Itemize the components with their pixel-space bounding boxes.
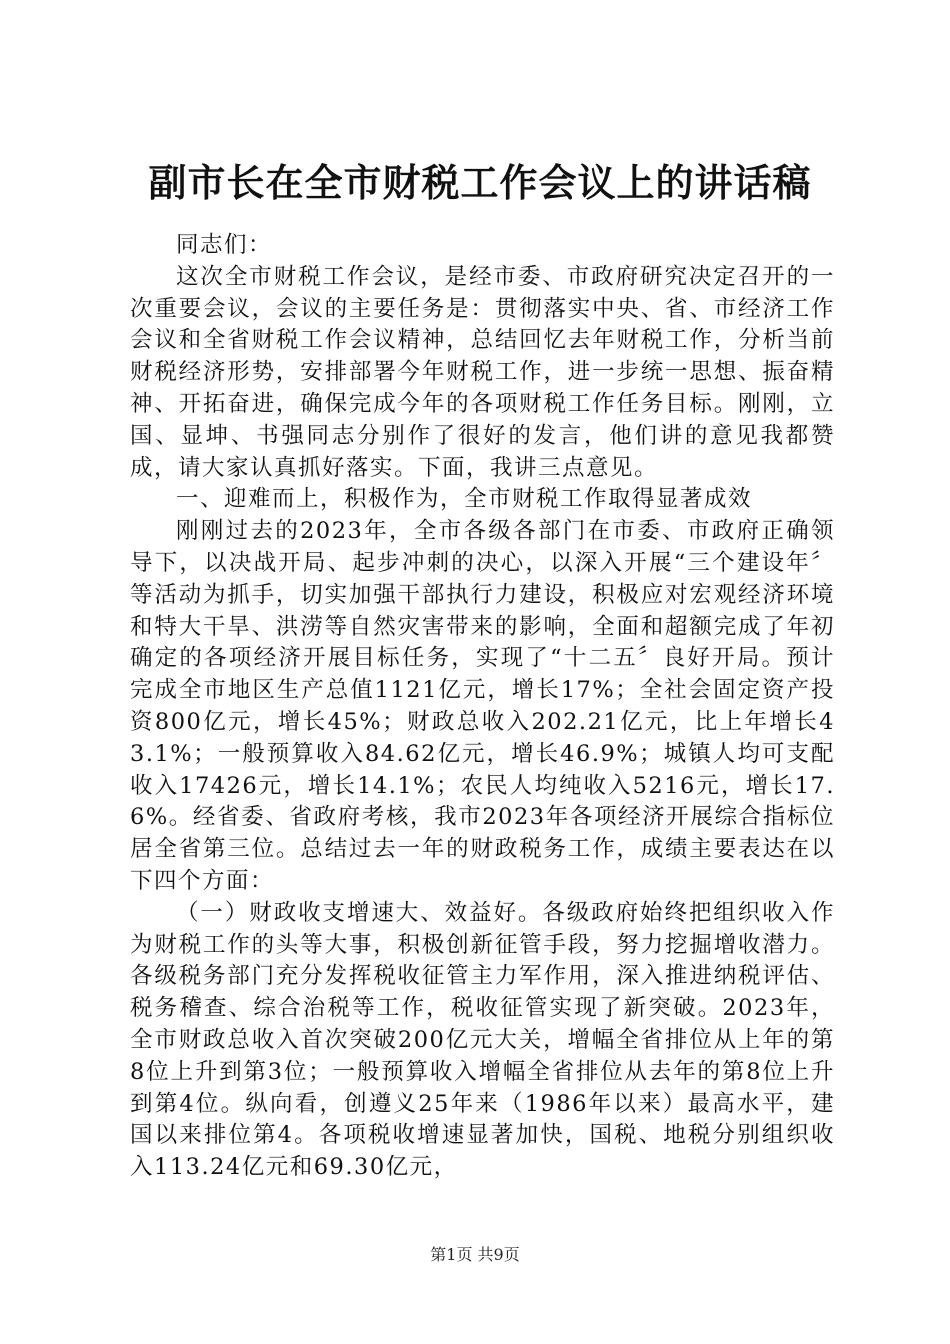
paragraph-intro: 这次全市财税工作会议，是经市委、市政府研究决定召开的一次重要会议，会议的主要任务是：贯彻落实中央、省、市经济工作会议和全省财税工作会议精神，总结回忆去年财税工作，分析当前财税经济形势，安排部署今年财税工作，进一步统一思想、振奋精神、开拓奋进，确保完成今年的各项财税工作任务目标。刚刚，立国、显坤、书强同志分别作了很好的发言，他们讲的意见我都赞成，请大家认真抓好落实。下面，我讲三点意见。 bbox=[130, 263, 835, 481]
section-heading-1: 一、迎难而上，积极作为，全市财税工作取得显著成效 bbox=[176, 486, 753, 513]
paragraph-subsection-1: （一）财政收支增速大、效益好。各级政府始终把组织收入作为财税工作的头等大事，积极创新征管手段，努力挖掘增收潜力。各级税务部门充分发挥税收征管主力军作用，深入推进纳税评估、税务稽查、综合治税等工作，税收征管实现了新突破。2023年，全市财政总收入首次突破200亿元大关，增幅全省排位从上年的第8位上升到第3位；一般预算收入增幅全省排位从去年的第8位上升到第4位。纵向看，创遵义25年来（1986年以来）最高水平，建国以来排位第4。各项税收增速显著加快，国税、地税分别组织收入113.24亿元和69.30亿元， bbox=[130, 899, 835, 1181]
page-footer: 第1页 共9页 bbox=[430, 1245, 520, 1264]
document-body bbox=[130, 230, 835, 1184]
page-title: 副市长在全市财税工作会议上的讲话稿 bbox=[148, 161, 812, 205]
salutation: 同志们： bbox=[176, 232, 273, 258]
paragraph-review: 刚刚过去的2023年，全市各级各部门在市委、市政府正确领导下，以决战开局、起步冲刺的决心，以深入开展“三个建设年〞等活动为抓手，切实加强干部执行力建设，积极应对宏观经济环境和特大干旱、洪涝等自然灾害带来的影响，全面和超额完成了年初确定的各项经济开展目标任务，实现了“十二五〞良好开局。预计完成全市地区生产总值1121亿元，增长17%；全社会固定资产投资800亿元，增长45%；财政总收入202.21亿元，比上年增长43.1%；一般预算收入84.62亿元，增长46.9%；城镇人均可支配收入17426元，增长14.1%；农民人均纯收入5216元，增长17.6%。经省委、省政府考核，我市2023年各项经济开展综合指标位居全省第三位。总结过去一年的财政税务工作，成绩主要表达在以下四个方面： bbox=[130, 518, 835, 894]
